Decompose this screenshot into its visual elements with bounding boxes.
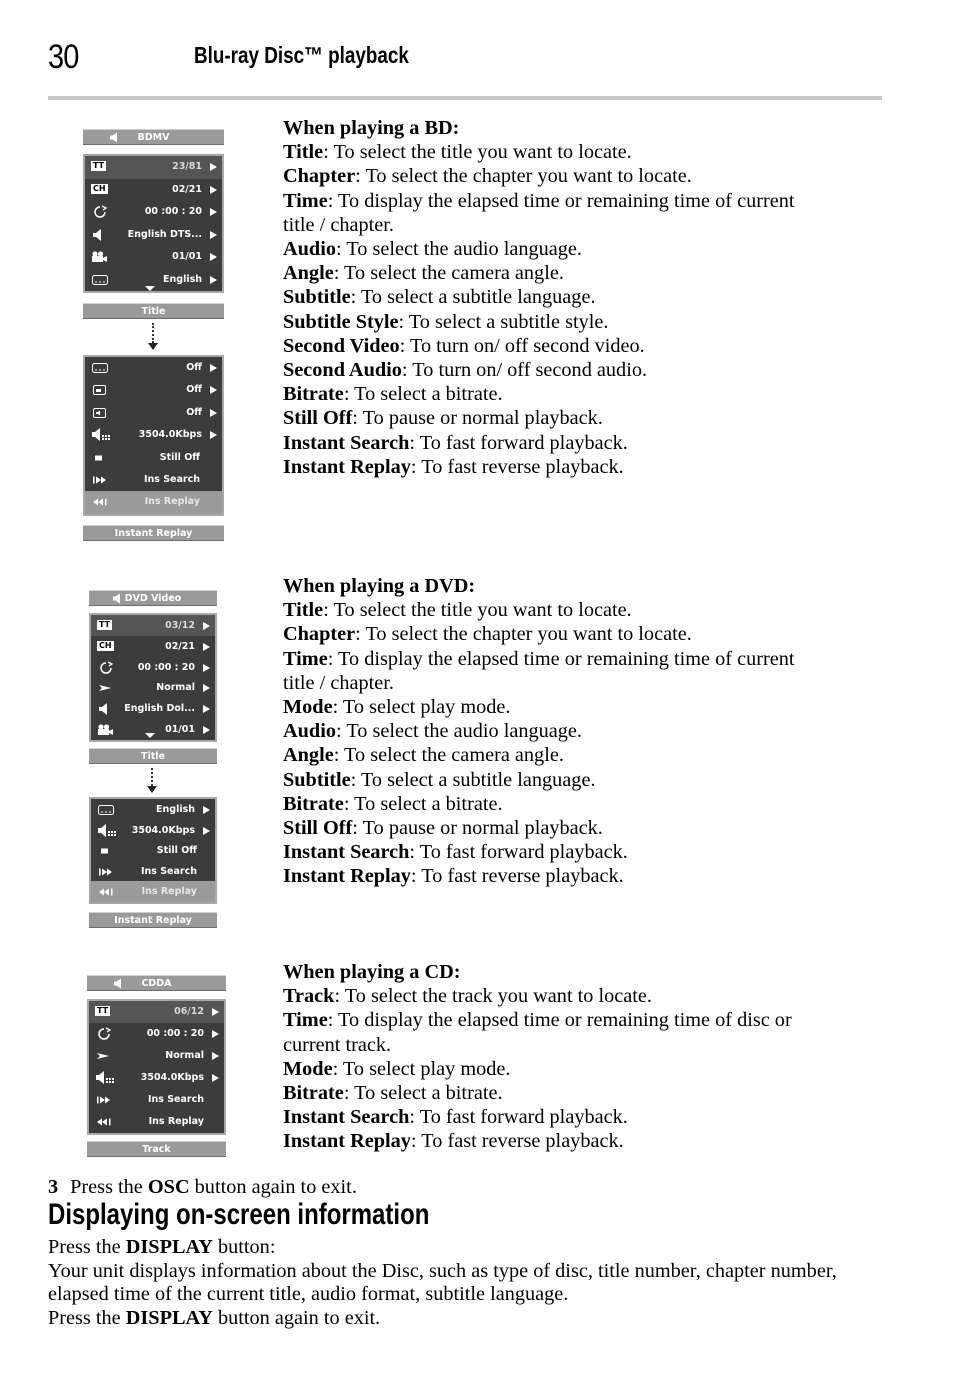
chevron-right-icon xyxy=(212,1030,219,1038)
osd-panel xyxy=(89,797,217,904)
osd-panel xyxy=(87,999,226,1135)
description-term: Chapter xyxy=(283,165,356,188)
osd-item-value: English xyxy=(156,804,195,815)
camera-icon xyxy=(91,250,111,264)
bitrate-icon xyxy=(95,1071,115,1085)
description-term: Audio xyxy=(283,720,336,743)
description-term: Subtitle xyxy=(283,286,351,309)
osd-item-value: English xyxy=(163,273,202,285)
osd-menu-item[interactable] xyxy=(85,156,222,179)
chevron-right-icon xyxy=(210,253,217,261)
osd-item-value: 23/81 xyxy=(172,161,202,172)
osd-item-value: Still Off xyxy=(156,845,197,857)
osd-menu-item[interactable] xyxy=(91,677,215,698)
chevron-right-icon xyxy=(210,386,217,394)
osd-label-text: Title xyxy=(141,306,166,317)
osd-item-value: 3504.0Kbps xyxy=(131,824,195,836)
running-head: Blu-ray Disc™ playback xyxy=(194,42,409,68)
osd-menu-item[interactable] xyxy=(85,357,222,379)
description-text: : To select a subtitle language. xyxy=(350,286,596,309)
description-item xyxy=(283,598,831,622)
mode-icon xyxy=(95,1049,115,1063)
osd-item-value: Normal xyxy=(165,1050,204,1061)
description-term: Title xyxy=(283,141,324,164)
osd-menu-item[interactable] xyxy=(85,201,222,224)
still-icon xyxy=(97,844,117,858)
description-term: Time xyxy=(283,189,328,212)
osd-item-value: Ins Search xyxy=(147,1094,204,1105)
description-text: : To select a bitrate. xyxy=(343,383,503,406)
osd-menu-item[interactable] xyxy=(91,840,215,861)
clock-icon xyxy=(97,661,117,675)
osd-label-text: CDDA xyxy=(141,978,172,989)
description-item xyxy=(283,1105,831,1129)
description-text: : To select the title you want to locate. xyxy=(323,141,632,164)
osd-item-value: Ins Replay xyxy=(144,496,200,508)
description-term: Bitrate xyxy=(283,792,344,815)
description-item xyxy=(283,455,831,479)
chevron-right-icon xyxy=(210,163,217,171)
chevron-right-icon xyxy=(210,276,217,284)
description-item xyxy=(283,719,831,743)
osd-menu-item[interactable] xyxy=(85,224,222,247)
speaker-icon xyxy=(109,132,119,143)
osd-menu-item[interactable] xyxy=(85,179,222,202)
second-video-icon xyxy=(91,383,111,397)
osd-menu-item[interactable] xyxy=(91,820,215,841)
more-items-caret-icon xyxy=(145,733,155,738)
description-term: Angle xyxy=(283,262,334,285)
description-text: : To fast reverse playback. xyxy=(410,865,624,888)
osd-menu-item[interactable] xyxy=(91,881,215,902)
speaker-icon xyxy=(112,593,122,604)
osd-item-value: Off xyxy=(186,406,202,418)
description-text: : To display the elapsed time or remaining time of current title / chapter. xyxy=(283,647,795,694)
osd-item-value: Ins Search xyxy=(140,865,197,877)
description-heading: When playing a BD: xyxy=(283,117,460,139)
dvd-description xyxy=(283,574,831,889)
description-text: : To select a bitrate. xyxy=(343,1082,503,1105)
more-items-caret-icon xyxy=(145,286,155,291)
body-paragraph: Your unit displays information about the Disc, such as type of disc, title number, chapter number, elapsed time of the current title, audio format, subtitle language. xyxy=(48,1260,837,1305)
arrow-down-icon xyxy=(148,343,158,350)
osd-item-value: 02/21 xyxy=(165,640,195,652)
osd-menu-item[interactable] xyxy=(85,402,222,424)
osd-item-value: 3504.0Kbps xyxy=(140,1072,204,1083)
osd-item-value: Ins Replay xyxy=(148,1116,204,1127)
description-item xyxy=(283,140,831,164)
osd-item-value: 02/21 xyxy=(172,183,202,195)
description-item xyxy=(283,984,831,1008)
description-item xyxy=(283,382,831,406)
description-text: : To select play mode. xyxy=(332,696,511,719)
description-item xyxy=(283,310,831,334)
osd-label-text: Instant Replay xyxy=(114,528,193,539)
clock-icon xyxy=(91,205,111,219)
step-key: OSC xyxy=(147,1176,190,1198)
description-term: Bitrate xyxy=(283,1082,344,1105)
page-number: 30 xyxy=(48,38,79,76)
description-item xyxy=(283,695,831,719)
description-item xyxy=(283,622,831,646)
osd-menu-item[interactable] xyxy=(89,1023,224,1045)
description-term: Chapter xyxy=(283,623,356,646)
osd-item-value: 03/12 xyxy=(165,620,195,631)
description-text: : To select a subtitle style. xyxy=(398,310,609,333)
chevron-right-icon xyxy=(212,1074,219,1082)
dotted-connector xyxy=(152,323,154,343)
chevron-right-icon xyxy=(212,1008,219,1016)
ins-replay-icon xyxy=(97,885,117,899)
description-text: : To select the chapter you want to locate. xyxy=(355,623,692,646)
description-item xyxy=(283,1081,831,1105)
description-item xyxy=(283,743,831,767)
osd-menu-item[interactable] xyxy=(89,1001,224,1023)
osd-menu-item[interactable] xyxy=(91,636,215,657)
speaker-icon xyxy=(113,978,123,989)
camera-icon xyxy=(97,723,117,737)
description-heading: When playing a DVD: xyxy=(283,575,476,597)
ins-search-icon xyxy=(97,865,117,879)
description-term: Track xyxy=(283,985,335,1008)
description-item xyxy=(283,189,831,237)
clock-icon xyxy=(95,1027,115,1041)
description-item xyxy=(283,1008,831,1056)
description-text: : To select play mode. xyxy=(332,1057,511,1080)
osd-label-text: DVD Video xyxy=(124,593,182,604)
osd-item-value: Normal xyxy=(156,682,195,694)
description-term: Second Video xyxy=(283,334,400,357)
bd-description xyxy=(283,116,831,479)
osd-label-bar xyxy=(89,912,217,928)
description-text: : To select the camera angle. xyxy=(333,262,564,285)
description-term: Instant Search xyxy=(283,431,410,454)
description-term: Instant Search xyxy=(283,841,410,864)
tt-badge-icon: TT xyxy=(93,161,105,170)
description-text: : To turn on/ off second video. xyxy=(399,334,645,357)
osd-menu-item[interactable] xyxy=(91,698,215,719)
subtitle-icon xyxy=(97,803,117,817)
osd-item-value: Ins Replay xyxy=(141,886,197,898)
description-text: : To fast forward playback. xyxy=(409,841,628,864)
chevron-right-icon xyxy=(203,643,210,651)
description-text: : To pause or normal playback. xyxy=(352,817,603,840)
tt-badge-icon: TT xyxy=(97,1006,109,1015)
description-item xyxy=(283,285,831,309)
bd-osd-menu xyxy=(83,129,224,545)
description-item xyxy=(283,431,831,455)
osd-menu-item[interactable] xyxy=(85,424,222,446)
osd-menu-item[interactable] xyxy=(85,469,222,491)
description-item xyxy=(283,816,831,840)
osd-item-value: 00 :00 : 20 xyxy=(144,206,202,217)
dotted-connector xyxy=(151,768,153,786)
chevron-right-icon xyxy=(203,827,210,835)
description-text: : To display the elapsed time or remaining time of current title / chapter. xyxy=(283,189,795,236)
chevron-right-icon xyxy=(210,364,217,372)
description-item xyxy=(283,792,831,816)
description-term: Instant Replay xyxy=(283,455,411,478)
bitrate-icon xyxy=(97,824,117,838)
subtitle-style-icon xyxy=(91,361,111,375)
description-text: : To select a bitrate. xyxy=(343,792,503,815)
description-text: : To turn on/ off second audio. xyxy=(401,359,648,382)
description-term: Instant Replay xyxy=(283,865,411,888)
description-term: Second Audio xyxy=(283,359,402,382)
osd-item-value: 00 :00 : 20 xyxy=(146,1028,204,1039)
ch-badge-icon: CH xyxy=(99,640,112,650)
description-item xyxy=(283,768,831,792)
body-line-1: Press the DISPLAY button: xyxy=(48,1236,276,1258)
mode-icon xyxy=(97,681,117,695)
description-item xyxy=(283,840,831,864)
body-line-3: Press the DISPLAY button again to exit. xyxy=(48,1306,381,1329)
chevron-right-icon xyxy=(203,664,210,672)
description-term: Title xyxy=(283,599,324,622)
osd-item-value: 06/12 xyxy=(174,1006,204,1017)
ins-replay-icon xyxy=(91,495,111,509)
bitrate-icon xyxy=(91,428,111,442)
description-item xyxy=(283,1057,831,1081)
ins-replay-icon xyxy=(95,1115,115,1129)
osd-menu-item[interactable] xyxy=(85,491,222,513)
second-audio-icon xyxy=(91,406,111,420)
chevron-right-icon xyxy=(212,1052,219,1060)
osd-label-text: Track xyxy=(142,1144,171,1155)
description-term: Time xyxy=(283,1009,328,1032)
description-text: : To select the title you want to locate. xyxy=(323,599,632,622)
ch-badge-icon: CH xyxy=(93,183,106,193)
osd-label-bar xyxy=(83,525,224,541)
chevron-right-icon xyxy=(210,186,217,194)
osd-item-value: Off xyxy=(186,362,202,373)
description-term: Subtitle xyxy=(283,768,351,791)
description-item xyxy=(283,237,831,261)
still-icon xyxy=(91,451,111,465)
description-text: : To display the elapsed time or remaining time of disc or current track. xyxy=(283,1009,792,1056)
speaker-icon xyxy=(91,228,111,242)
description-term: Time xyxy=(283,647,328,670)
osd-menu-item[interactable] xyxy=(91,861,215,882)
osd-menu-item[interactable] xyxy=(85,246,222,269)
cd-description xyxy=(283,960,831,1154)
chevron-right-icon xyxy=(203,806,210,814)
description-term: Audio xyxy=(283,238,336,261)
osd-panel xyxy=(83,154,224,293)
osd-menu-item[interactable] xyxy=(91,657,215,678)
chevron-right-icon xyxy=(203,622,210,630)
description-text: : To select the audio language. xyxy=(335,720,582,743)
osd-item-value: Off xyxy=(186,384,202,396)
description-term: Angle xyxy=(283,744,334,767)
subtitle-icon xyxy=(91,273,111,287)
description-term: Still Off xyxy=(283,407,353,430)
step-text-post: button again to exit. xyxy=(189,1176,357,1198)
description-term: Instant Replay xyxy=(283,1130,411,1153)
description-item xyxy=(283,406,831,430)
osd-label-bar xyxy=(87,975,226,991)
osd-panel xyxy=(83,355,224,516)
description-text: : To select the camera angle. xyxy=(333,744,564,767)
osd-label-bar xyxy=(89,590,217,606)
description-text: : To select the track you want to locate. xyxy=(334,985,652,1008)
chevron-right-icon xyxy=(203,726,210,734)
cd-osd-menu xyxy=(87,975,226,1160)
dvd-osd-menu xyxy=(89,590,217,930)
description-text: : To fast reverse playback. xyxy=(410,455,624,478)
osd-label-text: Instant Replay xyxy=(114,915,192,926)
chevron-right-icon xyxy=(203,705,210,713)
description-text: : To fast forward playback. xyxy=(409,1106,628,1129)
description-term: Bitrate xyxy=(283,383,344,406)
osd-item-value: Ins Search xyxy=(143,473,200,485)
osd-item-value: 01/01 xyxy=(172,251,202,262)
osd-label-bar xyxy=(87,1141,226,1157)
section-body xyxy=(48,1236,888,1331)
osd-item-value: 01/01 xyxy=(165,723,195,735)
osd-menu-item[interactable] xyxy=(89,1067,224,1089)
osd-menu-item[interactable] xyxy=(85,447,222,469)
osd-panel xyxy=(89,613,217,742)
osd-label-bar xyxy=(83,129,224,145)
chevron-right-icon xyxy=(210,431,217,439)
description-text: : To pause or normal playback. xyxy=(352,407,603,430)
osd-menu-item[interactable] xyxy=(89,1089,224,1111)
ins-search-icon xyxy=(95,1093,115,1107)
chevron-right-icon xyxy=(210,208,217,216)
description-text: : To select a subtitle language. xyxy=(350,768,596,791)
osd-menu-item[interactable] xyxy=(91,615,215,636)
description-item xyxy=(283,358,831,382)
description-text: : To select the audio language. xyxy=(335,238,582,261)
arrow-down-icon xyxy=(147,786,157,793)
chevron-right-icon xyxy=(210,409,217,417)
description-term: Instant Search xyxy=(283,1106,410,1129)
osd-menu-item[interactable] xyxy=(85,379,222,401)
osd-item-value: 00 :00 : 20 xyxy=(137,661,195,673)
step-3 xyxy=(48,1176,357,1199)
osd-label-bar xyxy=(89,748,217,764)
description-item xyxy=(283,334,831,358)
section-title: Displaying on-screen information xyxy=(48,1198,430,1231)
chevron-right-icon xyxy=(210,231,217,239)
osd-menu-item[interactable] xyxy=(89,1111,224,1133)
description-term: Still Off xyxy=(283,817,353,840)
osd-item-value: 3504.0Kbps xyxy=(138,429,202,441)
step-number: 3 xyxy=(48,1176,59,1198)
ins-search-icon xyxy=(91,473,111,487)
description-text: : To fast reverse playback. xyxy=(410,1130,624,1153)
description-text: : To select the chapter you want to locate. xyxy=(355,165,692,188)
description-item xyxy=(283,261,831,285)
description-text: : To fast forward playback. xyxy=(409,431,628,454)
description-item xyxy=(283,1129,831,1153)
header-rule xyxy=(48,96,882,100)
step-text-pre: Press the xyxy=(70,1176,148,1198)
osd-label-text: Title xyxy=(141,751,165,762)
osd-label-bar xyxy=(83,303,224,319)
osd-label-text: BDMV xyxy=(137,132,170,143)
speaker-icon xyxy=(97,702,117,716)
description-item xyxy=(283,864,831,888)
osd-menu-item[interactable] xyxy=(91,799,215,820)
osd-item-value: Still Off xyxy=(159,451,200,463)
chevron-right-icon xyxy=(203,684,210,692)
description-term: Mode xyxy=(283,1057,333,1080)
description-heading: When playing a CD: xyxy=(283,961,461,983)
description-term: Subtitle Style xyxy=(283,310,399,333)
description-term: Mode xyxy=(283,696,333,719)
description-item xyxy=(283,164,831,188)
osd-item-value: English DTS... xyxy=(127,228,202,240)
osd-menu-item[interactable] xyxy=(89,1045,224,1067)
description-item xyxy=(283,647,831,695)
osd-item-value: English Dol... xyxy=(124,703,195,715)
tt-badge-icon: TT xyxy=(99,620,111,629)
